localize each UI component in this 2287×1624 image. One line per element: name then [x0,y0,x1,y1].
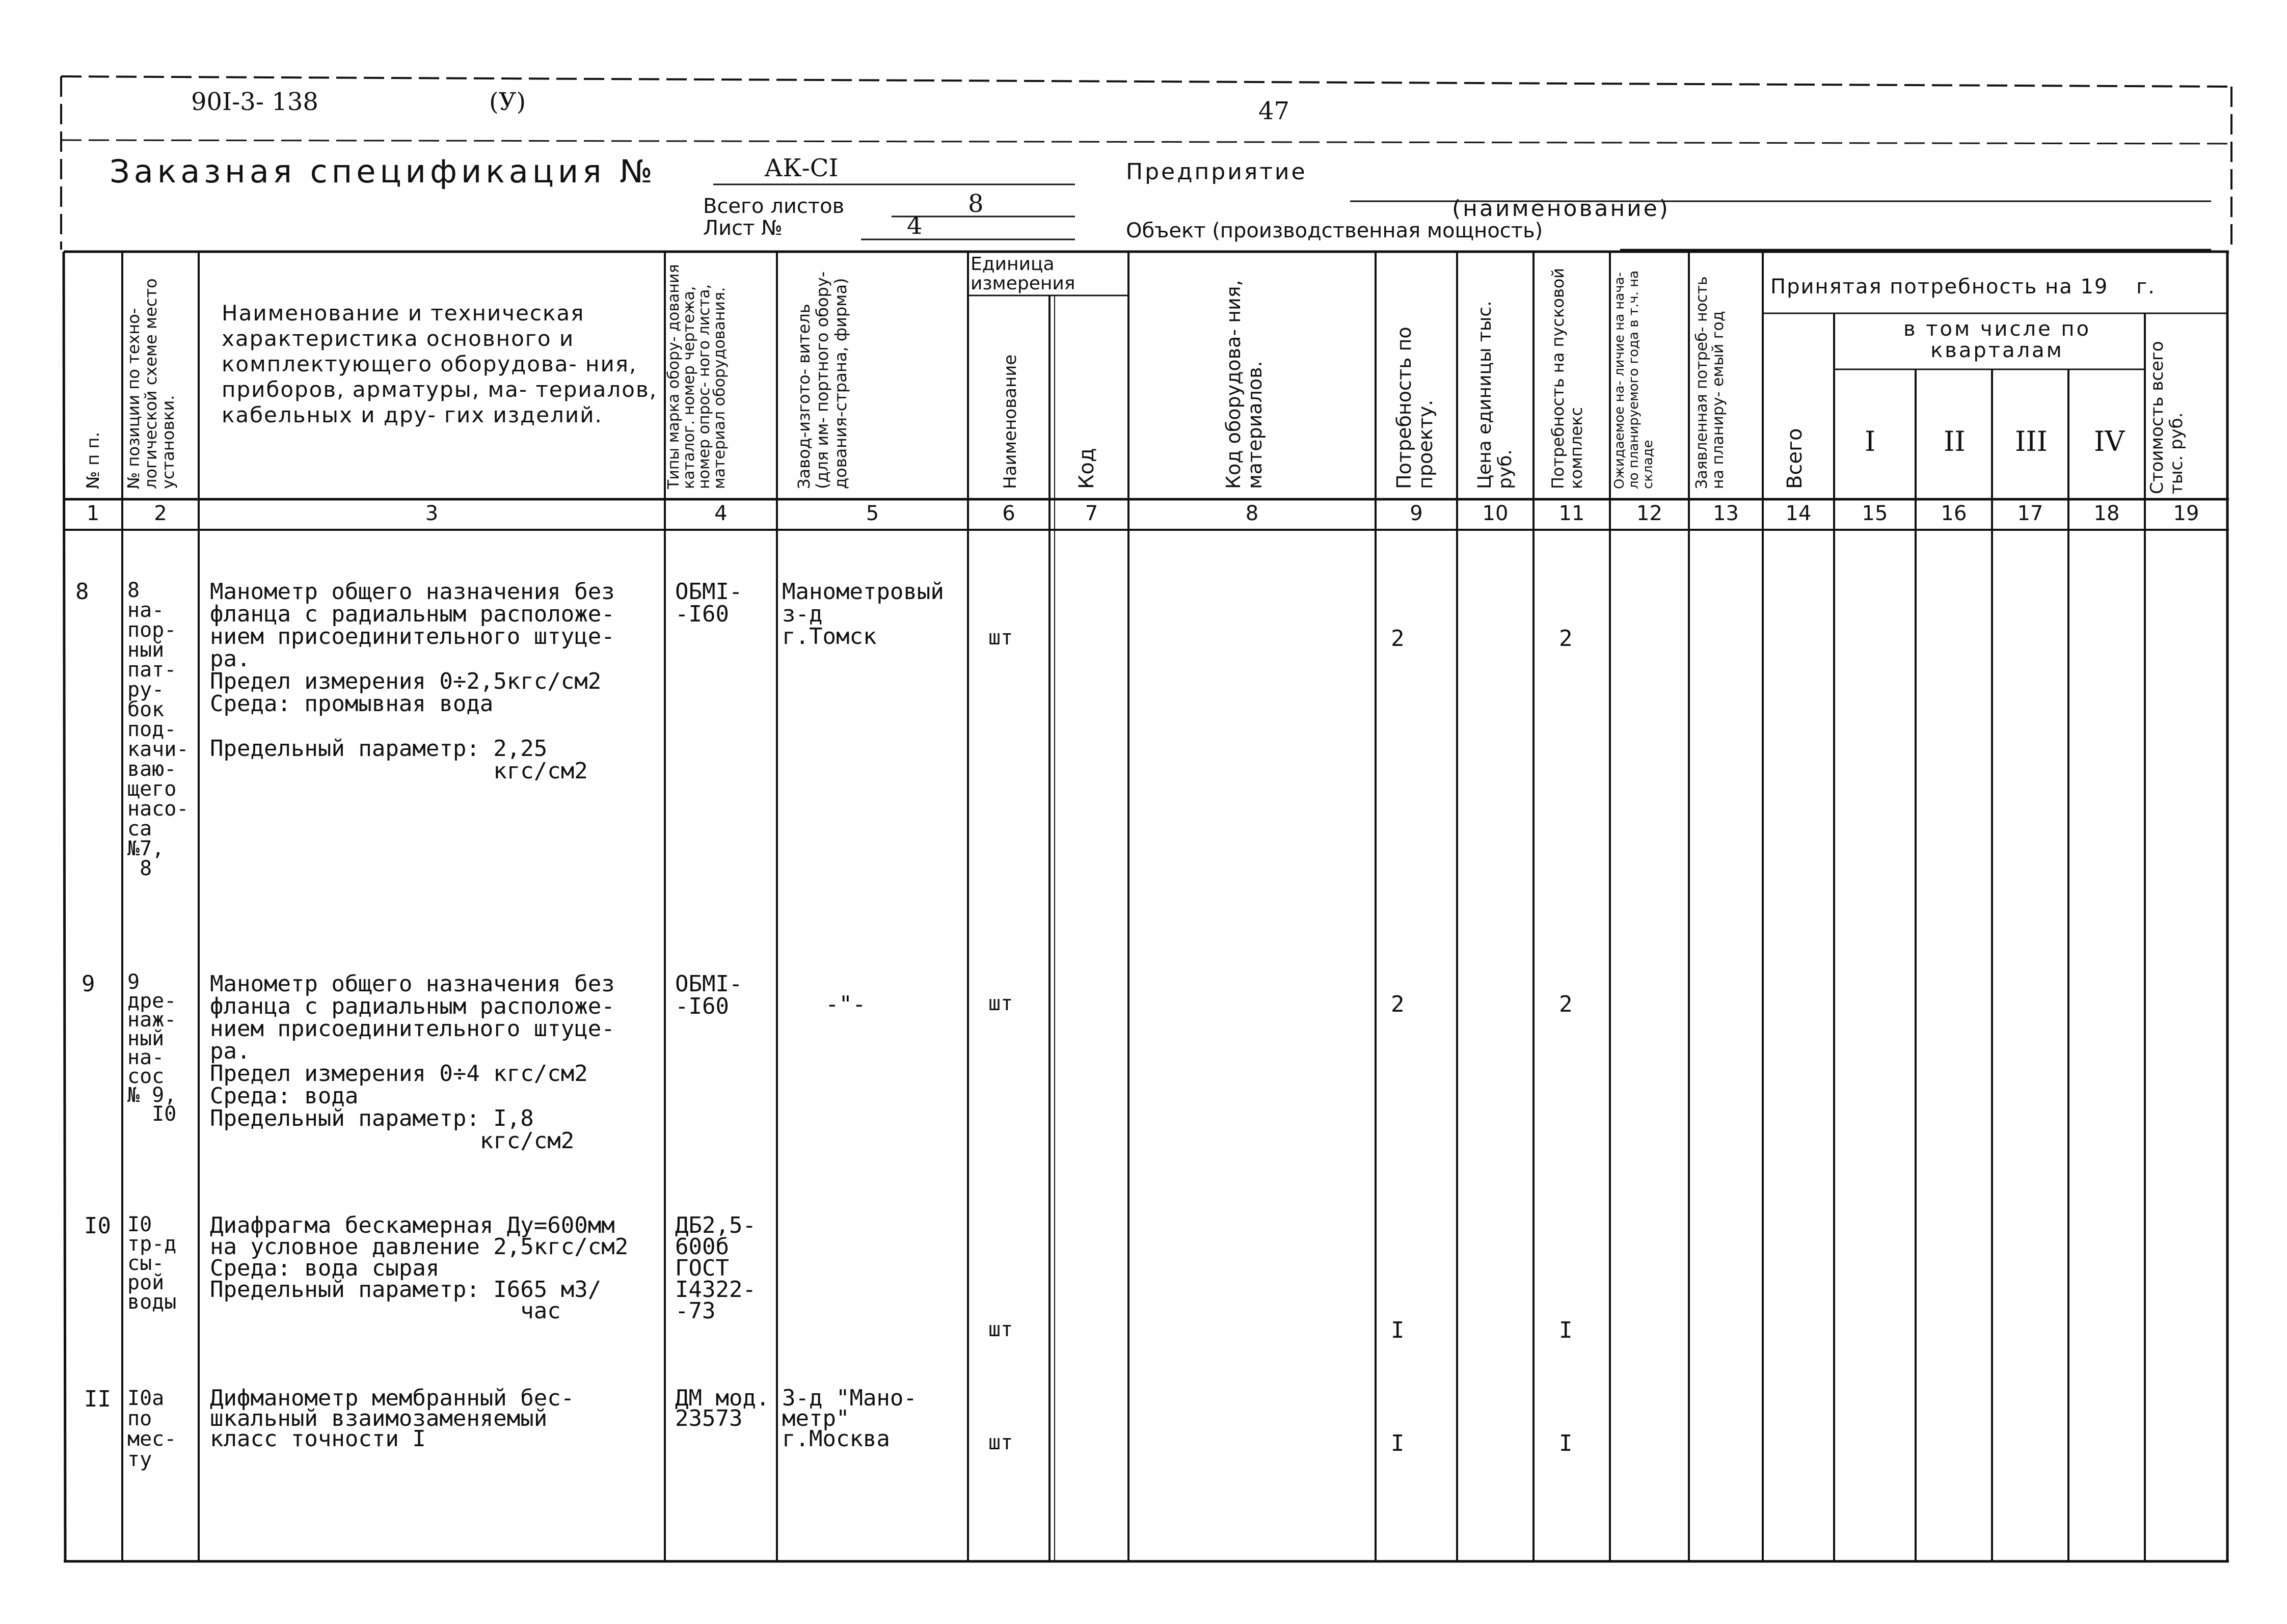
col-number-7: 7 [1085,502,1098,525]
col-13-header: Заявленная потреб- ность на планиру- емый год [1693,276,1727,489]
quarter-3-header: III [2015,425,2048,457]
row-unit: шт [988,1431,1013,1454]
row-unit: шт [988,1318,1013,1341]
col-number-11: 11 [1558,502,1585,525]
col-12-header: Ожидаемое на- личие на нача- ло планируемого года в т.ч. на складе [1612,270,1656,489]
row-type: ОБМI- -I60 [675,579,743,627]
row-unit: шт [988,992,1013,1015]
row-need: 2 [1391,626,1405,652]
col-4-header: Типы марка обору- дования каталог. номер чертежа, номер опрос- ного листа, материал оборудования. [665,264,729,489]
quarter-1-header: I [1865,425,1876,457]
row-name: Диафрагма бескамерная Ду=600мм на условное давление 2,5кгс/см2 Среда: вода сырая Предельный параметр: I665 м3/ час [210,1212,629,1324]
row-need: I [1391,1430,1405,1456]
row-name: Манометр общего назначения без фланца с радиальным расположе- нием присоединительного штуце- ра. Предел измерения 0÷4 кгс/см2 Среда: вода Предельный параметр: I,8 кгс/см2 [210,971,615,1154]
accepted-need-label: Принятая потребность на 19 [1770,275,2109,299]
row-startup-need: I [1559,1430,1573,1456]
col-number-17: 17 [2017,502,2043,525]
row-number: 8 [75,579,89,605]
total-sheets: 8 [968,190,984,218]
col-number-4: 4 [714,502,728,525]
row-need: I [1391,1317,1405,1343]
col-number-13: 13 [1713,502,1739,525]
col-1-header: № п п. [83,431,103,489]
col-11-header: Потребность на пусковой комплекс [1548,267,1586,489]
variant-mark: (У) [489,88,526,116]
col-19-header: Стоимость всего тыс. руб. [2147,341,2187,494]
col-number-5: 5 [866,502,879,525]
quarter-4-header: IV [2094,425,2125,457]
row-number: I0 [84,1213,111,1239]
col-7-header: Код [1075,448,1098,489]
year-suffix: г. [2136,275,2156,299]
accepted-need-header [1770,275,2156,299]
row-type: ДМ мод. 23573 [675,1385,770,1431]
col-number-18: 18 [2093,502,2120,525]
col-number-1: 1 [86,502,100,525]
naming-label: (наименование) [1452,196,1670,222]
page-number: 47 [1258,97,1290,125]
col-10-header: Цена единицы тыс. руб. [1474,301,1516,489]
col-number-3: 3 [425,502,439,525]
col-number-19: 19 [2173,502,2199,525]
row-type: ДБ2,5- 600б ГОСТ I4322- -73 [675,1212,756,1324]
total-sheets-label: Всего листов [703,195,845,218]
row-position: 8 на- пор- ный пат- ру- бок под- качи- ваю- щего насо- са №7, 8 [127,579,189,880]
row-position: 9 дре- наж- ный на- сос № 9, I0 [127,970,177,1126]
col-6-header: Наименование [1000,354,1020,489]
row-maker: Манометровый з-д г.Томск [782,579,944,649]
col-8-header: Код оборудова- ния, материалов. [1222,280,1266,489]
object-label: Объект (производственная мощность) [1126,219,1543,242]
row-startup-need: 2 [1559,991,1573,1017]
row-maker: З-д "Мано- метр" г.Москва [782,1385,917,1452]
col-9-header: Потребность по проекту. [1393,327,1437,489]
col-number-9: 9 [1410,502,1423,525]
row-startup-need: I [1559,1317,1573,1343]
col-3-header: Наименование и техническая характеристика основного и комплектующего оборудова- ния, приборов, арматуры, ма- териалов, кабельных и дру- гих изделий. [222,301,658,427]
row-startup-need: 2 [1559,626,1573,652]
row-number: II [84,1386,111,1412]
col-number-16: 16 [1941,502,1967,525]
col-number-6: 6 [1002,502,1015,525]
col-number-8: 8 [1245,502,1259,525]
enterprise-label: Предприятие [1126,159,1307,185]
row-number: 9 [82,971,95,997]
quarters-header: в том числе по кварталам [1903,317,2091,362]
col-14-header: Всего [1783,428,1807,489]
quarter-2-header: II [1944,425,1966,457]
col-number-2: 2 [154,502,167,525]
row-name: Манометр общего назначения без фланца с радиальным расположе- нием присоединительного штуце- ра. Предел измерения 0÷2,5кгс/см2 Среда: промывная вода Предельный параметр: 2,25 кгс/см2 [210,579,615,784]
row-position: I0 тр-д сы- рой воды [127,1213,177,1314]
row-position: I0а по мес- ту [127,1387,177,1471]
col-number-12: 12 [1636,502,1662,525]
sheet-label: Лист № [703,216,783,240]
col-number-14: 14 [1785,502,1812,525]
doc-code: 90I-3- 138 [191,88,318,116]
spec-title: Заказная спецификация № [110,153,657,190]
col-number-10: 10 [1482,502,1509,525]
row-need: 2 [1391,991,1405,1017]
row-maker: -"- [825,991,866,1017]
col-number-15: 15 [1862,502,1888,525]
spec-number: АК-СI [764,154,839,182]
unit-group-header: Единица измерения [971,254,1075,294]
row-unit: шт [988,626,1013,649]
row-type: ОБМI- -I60 [675,971,743,1019]
col-2-header: № позиции по техно- логической схеме место установки. [124,278,178,489]
row-name: Дифманометр мембранный бес- шкальный взаимозаменяемый класс точности I [210,1385,575,1452]
sheet-number: 4 [907,211,923,240]
col-5-header: Завод-изгото- витель (для им- портного обору- дования-страна, фирма) [794,271,850,489]
